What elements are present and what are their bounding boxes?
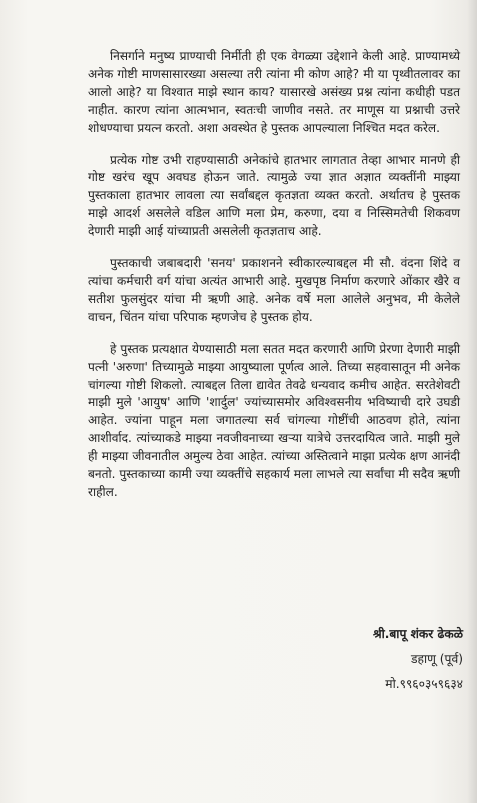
author-signature — [0, 622, 463, 697]
page-binding-shadow — [467, 0, 477, 803]
paragraph-3: पुस्तकाची जबाबदारी 'सनय' प्रकाशनने स्वीकारल्याबद्दल मी सौ. वंदना शिंदे व त्यांचा कर्मचारी वर्ग यांचा अत्यंत आभारी आहे. मुखपृष्ठ निर्माण करणारे ओंकार खैरे व सतीश फुलसुंदर यांचा मी ऋणी आहे. अनेक वर्षे मला आलेले अनुभव, मी केलेले वाचन, चिंतन यांचा परिपाक म्हणजेच हे पुस्तक होय. — [88, 256, 460, 324]
preface-body — [88, 48, 460, 516]
paragraph-1: निसर्गाने मनुष्य प्राण्याची निर्मीती ही एक वेगळ्या उद्देशाने केली आहे. प्राण्यामध्ये अनेक गोष्टी माणसासारख्या असल्या तरी त्यांना मी कोण आहे? मी या पृथ्वीतलावर का आलो आहे? या विश्वात माझे स्थान काय? यासारखे असंख्य प्रश्न त्यांना कधीही पडत नाहीत. कारण त्यांना आत्मभान, स्वतःची जाणीव नसते. तर माणूस या प्रश्नाची उत्तरे शोधण्याचा प्रयत्न करतो. अशा अवस्थेत हे पुस्तक आपल्याला निश्चित मदत करेल. — [88, 49, 460, 135]
paragraph-4: हे पुस्तक प्रत्यक्षात येण्यासाठी मला सतत मदत करणारी आणि प्रेरणा देणारी माझी पत्नी 'अरुणा' तिच्यामुळे माझ्या आयुष्याला पूर्णत्व आले. तिच्या सहवासातून मी अनेक चांगल्या गोष्टी शिकलो. त्याबद्दल तिला द्यावेत तेवढे धन्यवाद कमीच आहेत. सरतेशेवटी माझी मुले 'आयुष' आणि 'शार्दुल' ज्यांच्यासमोर अविश्वसनीय भविष्याची दारे उघडी आहेत. ज्यांना पाहून मला जगातल्या सर्व चांगल्या गोष्टींची आठवण होते, त्यांना आशीर्वाद. त्यांच्याकडे माझ्या नवजीवनाच्या खऱ्या यात्रेचे उत्तरदायित्व जाते. माझी मुले ही माझ्या जीवनातील अमुल्य ठेवा आहेत. त्यांच्या अस्तित्वाने माझा प्रत्येक क्षण आनंदी बनतो. पुस्तकाच्या कामी ज्या व्यक्तींचे सहकार्य मला लाभले त्या सर्वांचा मी सदैव ऋणी राहील. — [88, 341, 460, 499]
author-place: डहाणू (पूर्व) — [410, 652, 463, 666]
paragraph-2: प्रत्येक गोष्ट उभी राहण्यासाठी अनेकांचे हातभार लागतात तेव्हा आभार मानणे ही गोष्ट खरंच खूप अवघड होऊन जाते. त्यामुळे ज्या ज्ञात अज्ञात व्यक्तींनी माझ्या पुस्तकाला हातभार लावला त्या सर्वांबद्दल कृतज्ञता व्यक्त करतो. अर्थातच हे पुस्तक माझे आदर्श असलेले वडिल आणि मला प्रेम, करुणा, दया व निस्सिमतेची शिकवण देणारी माझी आई यांच्याप्रती असलेली कृतज्ञताच आहे. — [88, 152, 460, 239]
author-name: श्री.बापू शंकर ढेकळे — [372, 627, 463, 641]
author-phone: मो.९९६०३५९६३४ — [385, 677, 463, 691]
